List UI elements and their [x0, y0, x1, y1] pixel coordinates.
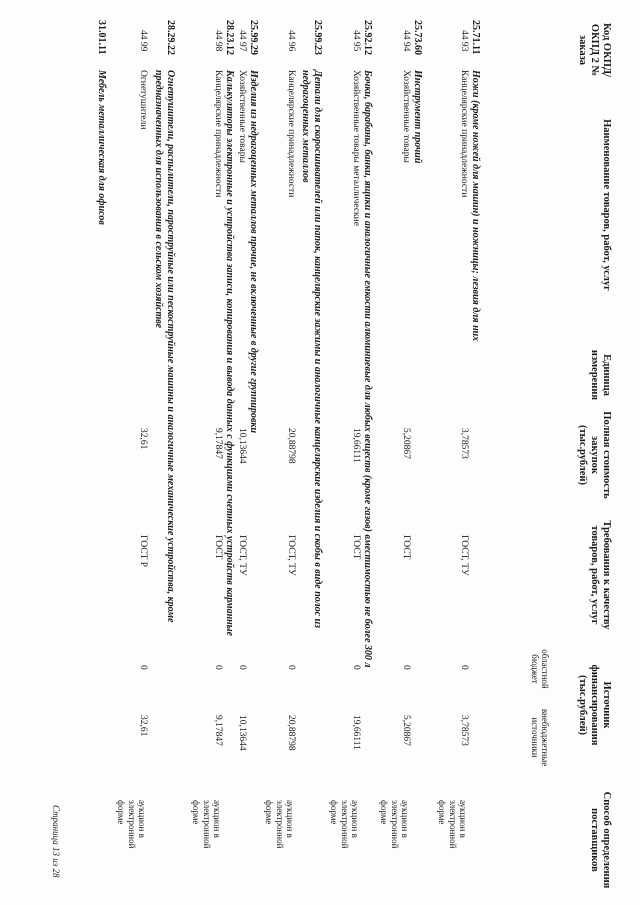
item-total: 5,20867 [401, 428, 411, 459]
item-name: Хозяйственные товары [237, 70, 247, 163]
item-method: аукцион в электронной форме [116, 800, 147, 849]
order-number: 44 98 [213, 30, 223, 52]
item-extrabudget: 9,17847 [213, 715, 223, 746]
group-code: 25.99.23 [312, 20, 323, 55]
group-name: Мебель металлическая для офисов [96, 70, 107, 225]
order-number: 44 94 [401, 30, 411, 52]
item-total: 32,61 [138, 428, 148, 450]
group-name: Изделия из недрагоценных металлов прочие, не включенные в другие группировки [248, 70, 259, 434]
item-regional: 0 [401, 665, 411, 670]
item-quality: ГОСТ, ТУ [459, 535, 469, 576]
group-name: Детали для скоросшивателей или папок, канцелярские зажимы и аналогичные канцелярские изделия и скобы в виде полос из [312, 70, 323, 629]
item-regional: 0 [213, 665, 223, 670]
item-regional: 0 [286, 665, 296, 670]
group-code: 31.01.11 [96, 20, 107, 55]
page-number: Страница 13 из 28 [51, 805, 61, 878]
header-funding: Источник финансирования (тыс.рублей) [576, 664, 612, 746]
item-extrabudget: 3,78573 [459, 715, 469, 746]
item-regional: 0 [138, 665, 148, 670]
header-unit: Единица измерения [588, 349, 612, 401]
header-method: Способ определения поставщиков [588, 791, 612, 889]
item-quality: ГОСТ, ТУ [237, 535, 247, 576]
group-code: 25.71.11 [470, 20, 481, 55]
header-quality: Требования к качеству товаров, работ, услуг [588, 520, 612, 630]
group-code: 25.92.12 [362, 20, 373, 55]
group-name-continued: недрагоценных металлов [300, 70, 311, 183]
item-name: Канцелярские принадлежности [286, 70, 296, 198]
header-extrabudget: внебюджетные источники [529, 708, 550, 767]
item-method: аукцион в электронной форме [379, 800, 410, 849]
item-method: аукцион в электронной форме [329, 800, 360, 849]
item-extrabudget: 5,20867 [401, 715, 411, 746]
item-regional: 0 [237, 665, 247, 670]
item-total: 10,13644 [237, 428, 247, 464]
header-total: Полная стоимость закупок (тыс.рублей) [576, 411, 612, 499]
item-regional: 0 [459, 665, 469, 670]
item-extrabudget: 20,88798 [286, 715, 296, 751]
item-method: аукцион в электронной форме [191, 800, 222, 849]
item-name: Хозяйственные товары [401, 70, 411, 163]
group-name: Калькуляторы электронные и устройства записи, копирования и вывода данных с функциями счетных устройств карманные [224, 70, 235, 637]
group-code: 25.73.60 [412, 20, 423, 55]
group-name: Инструмент прочий [412, 70, 423, 164]
item-method: аукцион в электронной форме [437, 800, 468, 849]
item-quality: ГОСТ [351, 535, 361, 560]
group-name: Бочки, барабаны, банки, ящики и аналогичные емкости алюминиевые для любых веществ (кроме газов) вместимостью не более 300 л [362, 70, 373, 668]
item-total: 9,17847 [213, 428, 223, 459]
order-number: 44 95 [351, 30, 361, 52]
item-name: Канцелярские принадлежности [459, 70, 469, 198]
item-name: Хозяйственные товары металлические [351, 70, 361, 226]
item-name: Канцелярские принадлежности [213, 70, 223, 198]
order-number: 44 93 [459, 30, 469, 52]
item-total: 19,66111 [351, 428, 361, 463]
item-total: 3,78573 [459, 428, 469, 459]
item-extrabudget: 10,13644 [237, 715, 247, 751]
item-method: аукцион в электронной форме [264, 800, 295, 849]
header-name: Наименование товаров, работ, услуг [601, 119, 612, 291]
item-quality: ГОСТ, ТУ [286, 535, 296, 576]
group-code: 28.23.12 [224, 20, 235, 55]
group-name: Огнетушители, распылители, пароструйные или пескоструйные машины и аналогичные механические устройства, кроме [165, 70, 176, 623]
order-number: 44 96 [286, 30, 296, 52]
item-quality: ГОСТ [213, 535, 223, 560]
order-number: 44 99 [138, 30, 148, 52]
header-regional: областной бюджет [529, 649, 550, 689]
group-name-continued: предназначенных для использования в сельском хозяйстве [153, 70, 164, 329]
item-total: 20,88798 [286, 428, 296, 464]
item-quality: ГОСТ [401, 535, 411, 560]
header-code: Код ОКПД/ ОКПД 2 № заказа [576, 22, 612, 78]
group-code: 28.29.22 [165, 20, 176, 55]
item-name: Огнетушители [138, 70, 148, 130]
group-code: 25.99.29 [248, 20, 259, 55]
group-name: Ножи (кроме ножей для машин) и ножницы; лезвия для них [470, 70, 481, 342]
item-extrabudget: 32,61 [138, 715, 148, 737]
item-quality: ГОСТ Р [138, 535, 148, 568]
item-regional: 0 [351, 665, 361, 670]
item-extrabudget: 19,66111 [351, 715, 361, 750]
order-number: 44 97 [237, 30, 247, 52]
